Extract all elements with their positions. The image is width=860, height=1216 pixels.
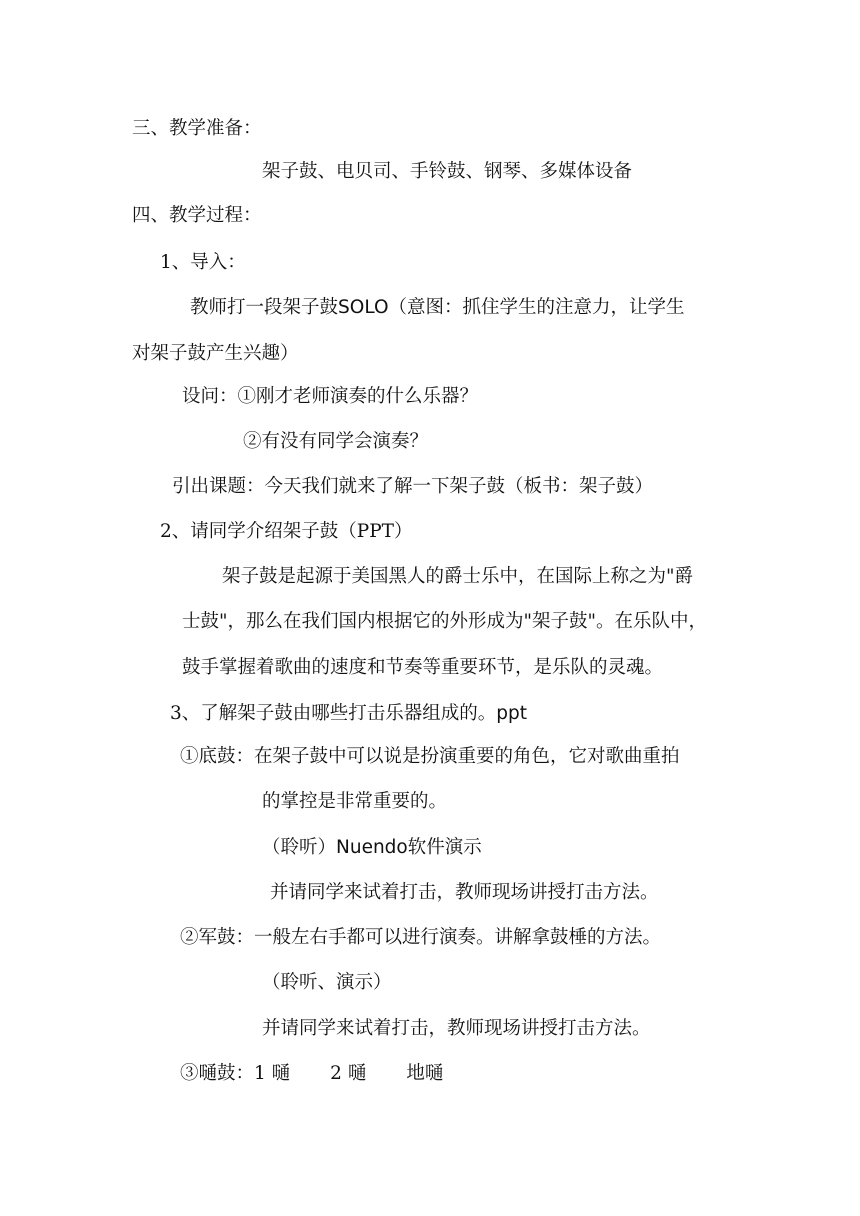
ppt-term: ppt <box>496 703 528 724</box>
nuendo-term: Nuendo <box>336 837 408 858</box>
floor-tom: 地嗵 <box>406 1063 444 1084</box>
step-3-heading-text: 3、了解架子鼓由哪些打击乐器组成的。 <box>170 703 497 724</box>
bass-drum-line-1: ①底鼓：在架子鼓中可以说是扮演重要的角色，它对歌曲重拍 <box>180 746 680 767</box>
step-2-heading: 2、请同学介绍架子鼓（PPT） <box>160 521 413 542</box>
toms-label: ③嗵鼓： <box>180 1063 255 1084</box>
solo-term: SOLO <box>338 297 389 318</box>
teaching-materials: 架子鼓、电贝司、手铃鼓、钢琴、多媒体设备 <box>262 161 633 182</box>
bass-drum-practice: 并请同学来试着打击，教师现场讲授打击方法。 <box>270 882 659 903</box>
step-2-paragraph-line-2: 士鼓"，那么在我们国内根据它的外形成为"架子鼓"。在乐队中， <box>182 611 708 632</box>
step-2-paragraph-line-3: 鼓手掌握着歌曲的速度和节奏等重要环节，是乐队的灵魂。 <box>182 657 664 678</box>
snare-drum-practice: 并请同学来试着打击，教师现场讲授打击方法。 <box>262 1018 651 1039</box>
listen-label: （聆听） <box>262 837 337 858</box>
step-1-paragraph-intent: （意图：抓住学生的注意力，让学生 <box>388 297 685 318</box>
step-2-paragraph-line-1: 架子鼓是起源于美国黑人的爵士乐中，在国际上称之为"爵 <box>222 566 694 587</box>
snare-drum-line-1: ②军鼓：一般左右手都可以进行演奏。讲解拿鼓棰的方法。 <box>180 927 662 948</box>
tom-2: 2 嗵 <box>330 1063 367 1084</box>
question-2: ②有没有同学会演奏？ <box>243 431 429 452</box>
question-1: 设问：①刚才老师演奏的什么乐器？ <box>182 386 479 407</box>
software-demo-label: 软件演示 <box>407 837 482 858</box>
step-1-paragraph-line-1 <box>190 296 685 320</box>
step-1-paragraph-line-2: 对架子鼓产生兴趣） <box>132 343 299 364</box>
bass-drum-listen <box>262 836 482 860</box>
tom-1: 1 嗵 <box>254 1063 291 1084</box>
bass-drum-line-2: 的掌控是非常重要的。 <box>262 791 448 812</box>
step-1-heading: 1、导入： <box>160 252 246 273</box>
lesson-topic: 引出课题：今天我们就来了解一下架子鼓（板书：架子鼓） <box>172 476 654 497</box>
toms-line <box>180 1062 443 1086</box>
step-3-heading <box>170 702 527 726</box>
snare-drum-listen: （聆听、演示） <box>262 972 392 993</box>
section-3-heading: 三、教学准备： <box>132 118 262 139</box>
step-1-paragraph-text: 教师打一段架子鼓 <box>190 297 339 318</box>
section-4-heading: 四、教学过程： <box>132 205 262 226</box>
